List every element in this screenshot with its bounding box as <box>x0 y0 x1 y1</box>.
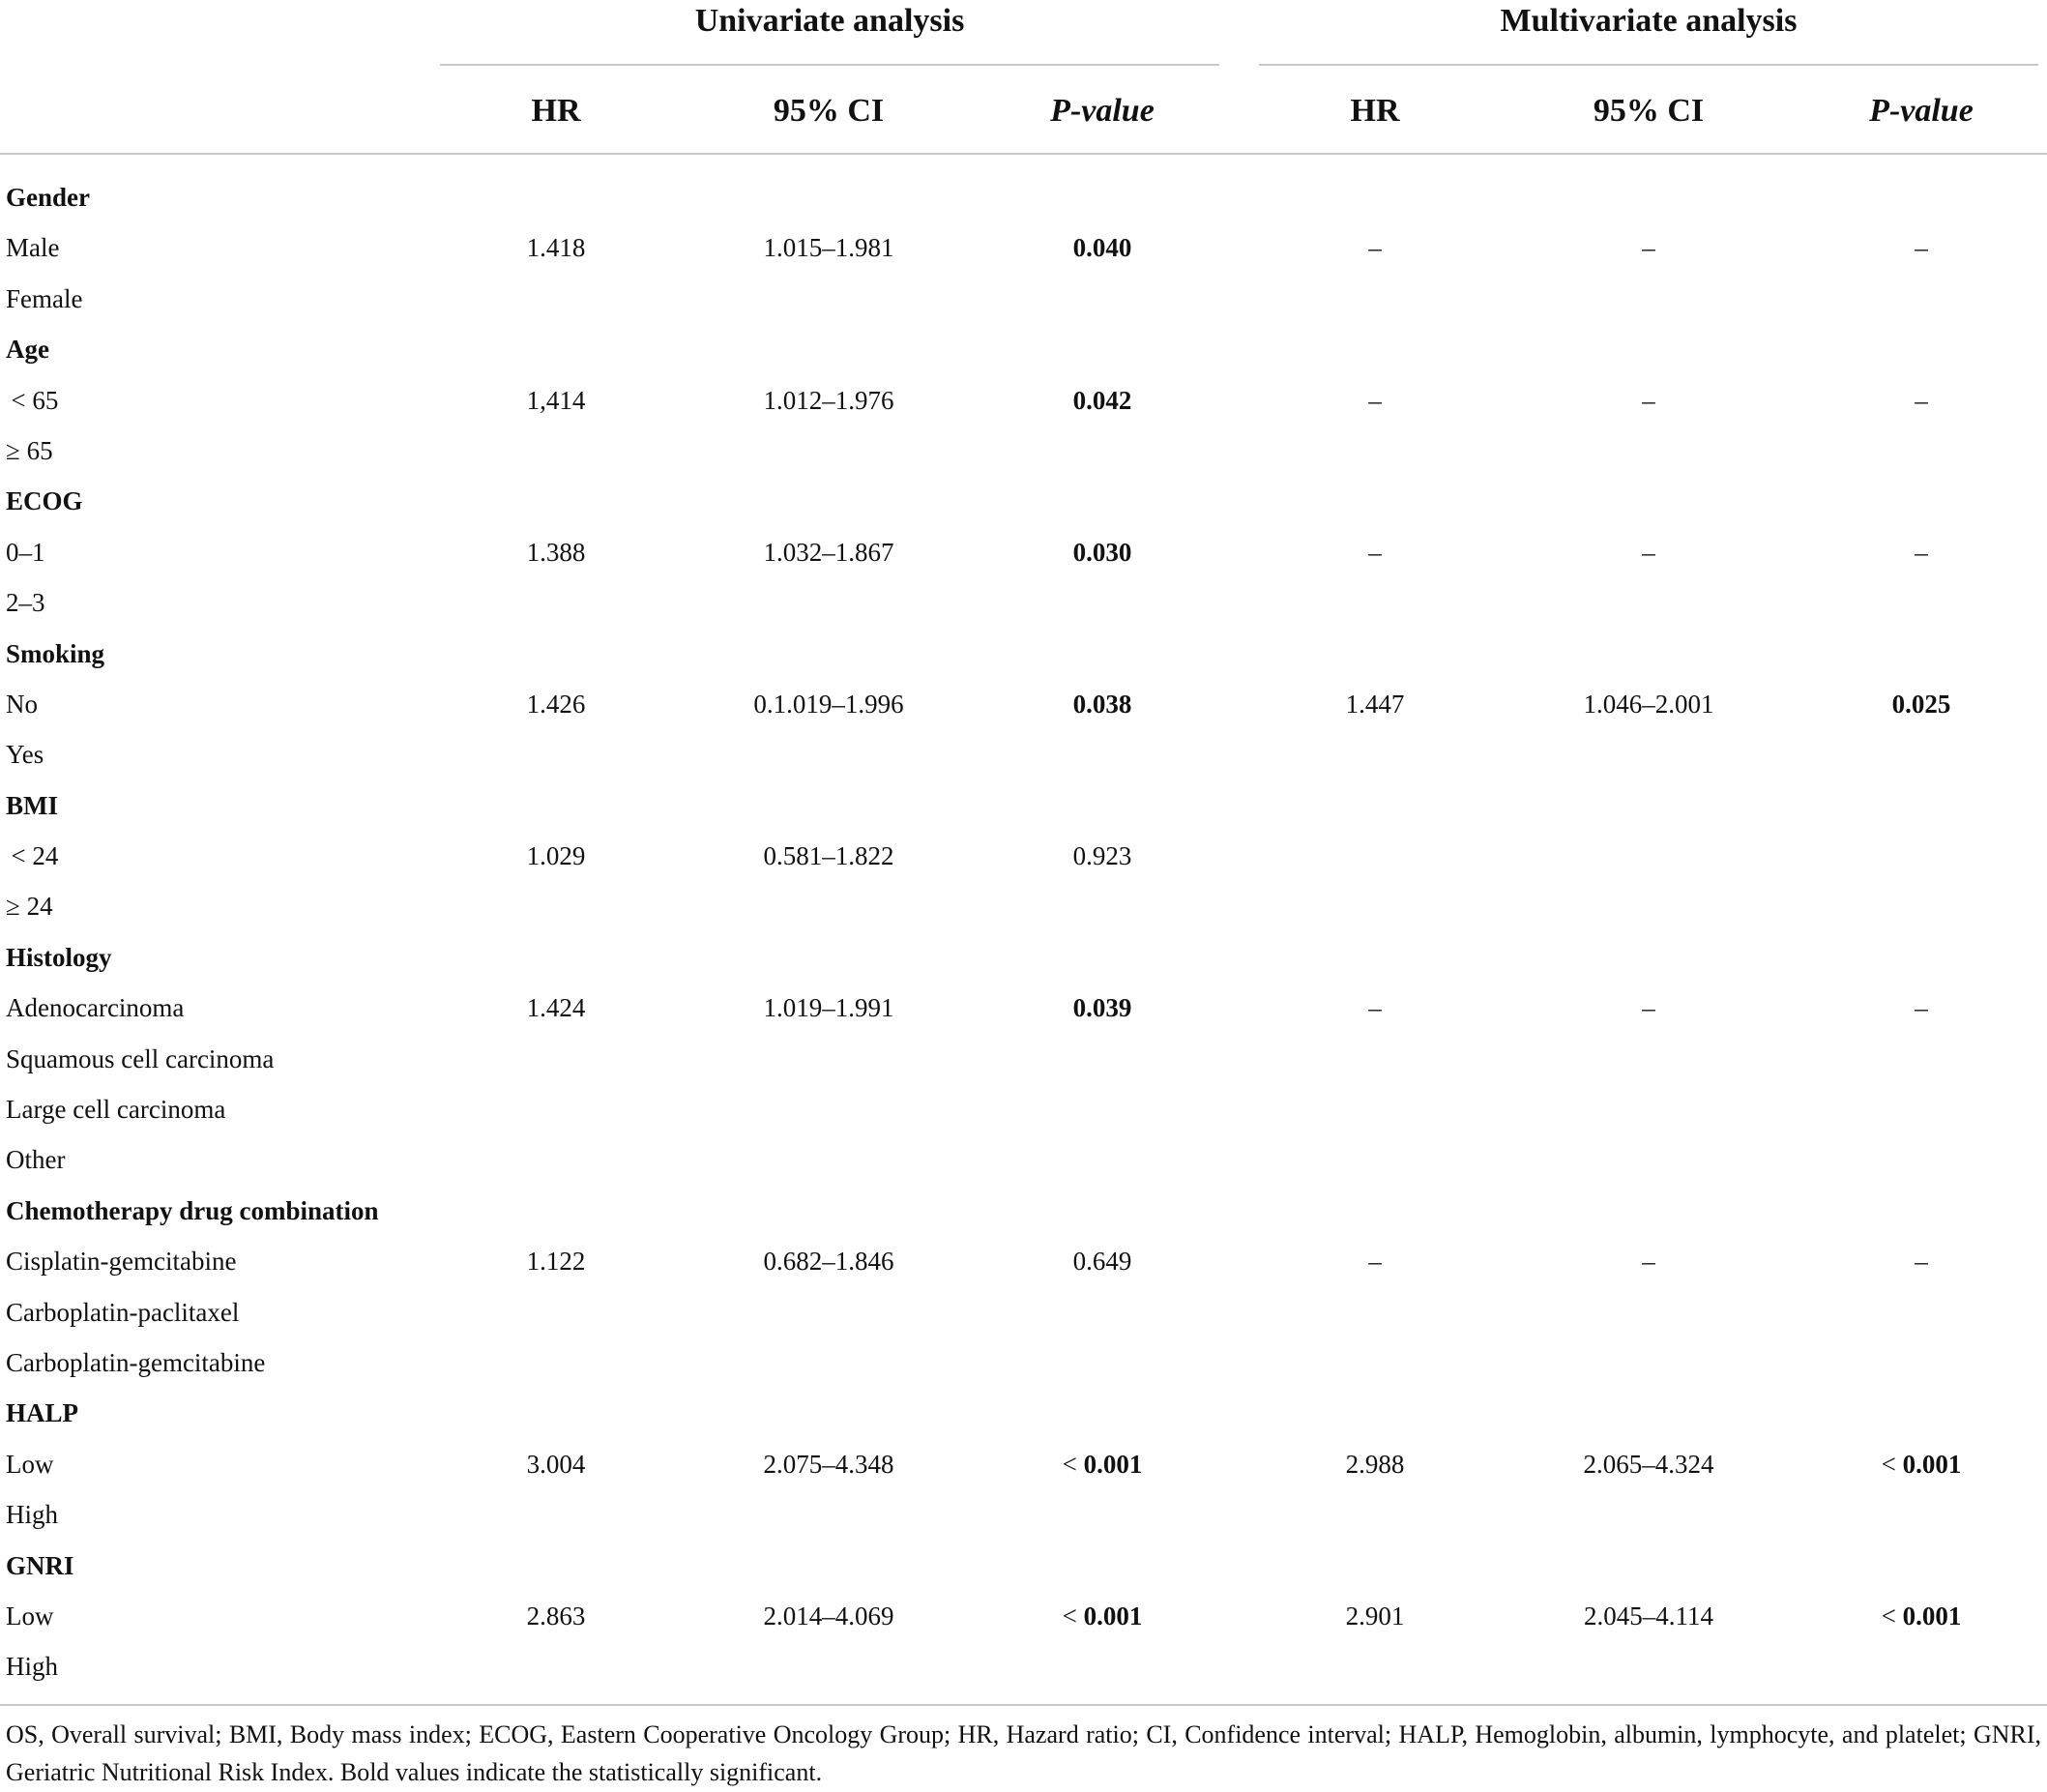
row-label: Carboplatin-paclitaxel <box>6 1297 240 1327</box>
table-footnote: OS, Overall survival; BMI, Body mass index; ECOG, Eastern Cooperative Oncology Group; HR, Hazard ratio; CI, Confidence interval; HALP, Hemoglobin, albumin, lymphocyte, and platelet; GNRI, Geriatric Nutritional Risk Index. Bold values indicate the statistically significant. <box>6 1720 2041 1786</box>
cell-up-value: 0.042 <box>1072 385 1132 415</box>
group-label: Smoking <box>6 638 105 668</box>
cell-mp-value: 0.001 <box>1902 1449 1962 1479</box>
cell-up <box>1006 375 1199 426</box>
group-label: HALP <box>6 1398 79 1428</box>
cell-mp <box>1825 679 2018 729</box>
cell-up-prefix: < <box>1062 1601 1084 1630</box>
cell-uci-value: 0.1.019–1.996 <box>753 689 904 719</box>
cell-up-value: 0.001 <box>1083 1601 1143 1630</box>
cell-mci-value: – <box>1642 1247 1655 1277</box>
cell-uhr <box>459 1439 653 1489</box>
cell-up-value: 0.038 <box>1072 689 1132 719</box>
cell-up <box>1006 983 1199 1033</box>
multivariate-rule <box>1259 64 2038 66</box>
row-label: Squamous cell carcinoma <box>6 1043 275 1073</box>
table-row <box>0 1236 2047 1286</box>
cell-up <box>1006 831 1199 881</box>
row-label: Adenocarcinoma <box>6 993 185 1023</box>
cell-uhr-value: 1.426 <box>526 689 586 719</box>
col-head-univariate-p: P-value <box>1050 93 1155 129</box>
table-row <box>0 1641 2047 1691</box>
table-row <box>0 729 2047 779</box>
cell-mhr-value: 2.901 <box>1345 1601 1405 1630</box>
cell-mhr-value: – <box>1368 233 1382 263</box>
cell-uci <box>732 831 925 881</box>
table-row <box>0 426 2047 476</box>
cell-mci-value: – <box>1642 993 1655 1023</box>
cell-mhr-value: – <box>1368 1247 1382 1277</box>
cell-up-value: 0.040 <box>1072 233 1132 263</box>
cell-uhr-value: 1.122 <box>526 1247 586 1277</box>
table-row <box>0 274 2047 324</box>
cell-mp-value: – <box>1915 1247 1928 1277</box>
table-row <box>0 1034 2047 1084</box>
cell-uci <box>732 375 925 426</box>
col-head-multivariate-hr: HR <box>1350 93 1400 129</box>
table-row <box>0 983 2047 1033</box>
col-head-multivariate-p: P-value <box>1869 93 1974 129</box>
cell-uci <box>732 679 925 729</box>
cell-uci-value: 0.581–1.822 <box>763 841 894 871</box>
cell-uhr-value: 1.388 <box>526 537 586 567</box>
cell-mp-value: – <box>1915 993 1928 1023</box>
cell-mhr <box>1278 679 1472 729</box>
group-label: Gender <box>6 183 90 212</box>
cell-mp <box>1825 375 2018 426</box>
cell-uci-value: 1.032–1.867 <box>763 537 894 567</box>
col-head-univariate-hr: HR <box>531 93 581 129</box>
cell-uci <box>732 1591 925 1641</box>
table-row <box>0 375 2047 426</box>
cell-up <box>1006 1591 1199 1641</box>
table-row <box>0 1591 2047 1641</box>
cell-uhr <box>459 222 653 273</box>
table-row <box>0 527 2047 577</box>
bottom-rule <box>0 1704 2047 1706</box>
cell-mci-value: – <box>1642 537 1655 567</box>
row-label: ≥ 24 <box>6 892 53 922</box>
group-header-row <box>0 324 2047 374</box>
row-label: < 65 <box>6 385 59 415</box>
table-row <box>0 1134 2047 1185</box>
cell-uhr <box>459 1236 653 1286</box>
cell-mp-value: – <box>1915 385 1928 415</box>
cell-uhr <box>459 1591 653 1641</box>
cell-up-value: 0.001 <box>1083 1449 1143 1479</box>
group-header-row <box>0 476 2047 526</box>
cell-uci-value: 1.015–1.981 <box>763 233 894 263</box>
table-row <box>0 1337 2047 1388</box>
cell-mp <box>1825 1591 2018 1641</box>
header-rule <box>0 153 2047 155</box>
cell-uhr-value: 1.424 <box>526 993 586 1023</box>
table-row <box>0 222 2047 273</box>
cell-mci <box>1552 679 1745 729</box>
cell-mci <box>1552 1591 1745 1641</box>
group-label: Histology <box>6 942 112 972</box>
cell-uci <box>732 527 925 577</box>
cell-up <box>1006 527 1199 577</box>
cell-uhr <box>459 831 653 881</box>
cell-uci <box>732 1439 925 1489</box>
table-row <box>0 1287 2047 1337</box>
table-row <box>0 831 2047 881</box>
row-label: Male <box>6 233 60 263</box>
group-header-row <box>0 1388 2047 1438</box>
cell-mp-prefix: < <box>1881 1601 1903 1630</box>
row-label: ≥ 65 <box>6 435 53 465</box>
cell-mci <box>1552 375 1745 426</box>
table-row <box>0 679 2047 729</box>
cell-mci <box>1552 527 1745 577</box>
cell-up-value: 0.923 <box>1072 841 1132 871</box>
cell-up <box>1006 222 1199 273</box>
univariate-title: Univariate analysis <box>694 3 965 39</box>
cell-uci-value: 1.019–1.991 <box>763 993 894 1023</box>
cell-mp <box>1825 983 2018 1033</box>
cell-mp <box>1825 222 2018 273</box>
group-label: GNRI <box>6 1550 74 1580</box>
cell-up-value: 0.039 <box>1072 993 1132 1023</box>
cell-mhr <box>1278 1439 1472 1489</box>
cell-mhr-value: 1.447 <box>1345 689 1405 719</box>
row-label: Low <box>6 1601 54 1630</box>
cell-mhr <box>1278 1591 1472 1641</box>
cell-mhr <box>1278 222 1472 273</box>
group-label: BMI <box>6 790 58 820</box>
cell-mp <box>1825 527 2018 577</box>
cell-mp-value: 0.025 <box>1891 689 1951 719</box>
cell-up-value: 0.030 <box>1072 537 1132 567</box>
row-label: High <box>6 1500 58 1530</box>
cell-mhr-value: – <box>1368 537 1382 567</box>
group-header-row <box>0 172 2047 222</box>
cell-mp-value: – <box>1915 233 1928 263</box>
row-label: High <box>6 1652 58 1682</box>
cell-uhr <box>459 527 653 577</box>
univariate-rule <box>440 64 1219 66</box>
row-label: No <box>6 689 38 719</box>
cell-mp-value: 0.001 <box>1902 1601 1962 1630</box>
cell-mhr <box>1278 375 1472 426</box>
group-header-row <box>0 1186 2047 1236</box>
cell-mp <box>1825 1236 2018 1286</box>
cell-mhr-value: – <box>1368 385 1382 415</box>
cell-uhr-value: 1,414 <box>526 385 586 415</box>
row-label: 0–1 <box>6 537 45 567</box>
cell-uhr-value: 2.863 <box>526 1601 586 1630</box>
row-label: Other <box>6 1145 66 1175</box>
group-label: Age <box>6 335 49 365</box>
row-label: Carboplatin-gemcitabine <box>6 1347 266 1377</box>
cell-up <box>1006 1439 1199 1489</box>
group-label: Chemotherapy drug combination <box>6 1195 379 1225</box>
table-row <box>0 881 2047 931</box>
row-label: Cisplatin-gemcitabine <box>6 1247 237 1277</box>
table-row <box>0 1084 2047 1134</box>
row-label: Low <box>6 1449 54 1479</box>
cell-mci-value: – <box>1642 385 1655 415</box>
col-head-multivariate-ci: 95% CI <box>1593 93 1705 129</box>
cell-uci-value: 0.682–1.846 <box>763 1247 894 1277</box>
cell-uhr-value: 1.029 <box>526 841 586 871</box>
group-label: ECOG <box>6 486 83 516</box>
table-row <box>0 577 2047 628</box>
cell-mhr <box>1278 527 1472 577</box>
cell-up-value: 0.649 <box>1072 1247 1132 1277</box>
cell-mp <box>1825 1439 2018 1489</box>
table-body <box>0 172 2047 1692</box>
cell-uci-value: 1.012–1.976 <box>763 385 894 415</box>
row-label: < 24 <box>6 841 59 871</box>
group-header-row <box>0 629 2047 679</box>
cell-mhr-value: – <box>1368 993 1382 1023</box>
cell-uci-value: 2.014–4.069 <box>763 1601 894 1630</box>
row-label: 2–3 <box>6 588 45 618</box>
cell-up-prefix: < <box>1062 1449 1084 1479</box>
cell-uhr <box>459 375 653 426</box>
cell-uhr-value: 3.004 <box>526 1449 586 1479</box>
cell-uci <box>732 222 925 273</box>
group-header-row <box>0 1541 2047 1591</box>
col-head-univariate-ci: 95% CI <box>773 93 885 129</box>
multivariate-title: Multivariate analysis <box>1500 3 1798 39</box>
cell-mci <box>1552 222 1745 273</box>
table-row <box>0 1439 2047 1489</box>
cell-mci-value: 2.065–4.324 <box>1583 1449 1714 1479</box>
cell-uhr <box>459 679 653 729</box>
cell-mhr <box>1278 983 1472 1033</box>
cell-uci <box>732 983 925 1033</box>
cell-mp-value: – <box>1915 537 1928 567</box>
cell-uci <box>732 1236 925 1286</box>
cell-mci-value: 1.046–2.001 <box>1583 689 1714 719</box>
cell-mhr-value: 2.988 <box>1345 1449 1405 1479</box>
cell-mci <box>1552 983 1745 1033</box>
cell-mci <box>1552 1439 1745 1489</box>
cell-mci <box>1552 1236 1745 1286</box>
cell-mp-prefix: < <box>1881 1449 1903 1479</box>
cell-uhr <box>459 983 653 1033</box>
cell-up <box>1006 679 1199 729</box>
group-header-row <box>0 932 2047 983</box>
cell-mhr <box>1278 1236 1472 1286</box>
cell-uhr-value: 1.418 <box>526 233 586 263</box>
cell-mci-value: – <box>1642 233 1655 263</box>
row-label: Yes <box>6 740 44 770</box>
row-label: Large cell carcinoma <box>6 1095 226 1125</box>
cell-uci-value: 2.075–4.348 <box>763 1449 894 1479</box>
cell-up <box>1006 1236 1199 1286</box>
group-header-row <box>0 780 2047 831</box>
table-row <box>0 1489 2047 1540</box>
cell-mci-value: 2.045–4.114 <box>1584 1601 1713 1630</box>
row-label: Female <box>6 283 83 313</box>
